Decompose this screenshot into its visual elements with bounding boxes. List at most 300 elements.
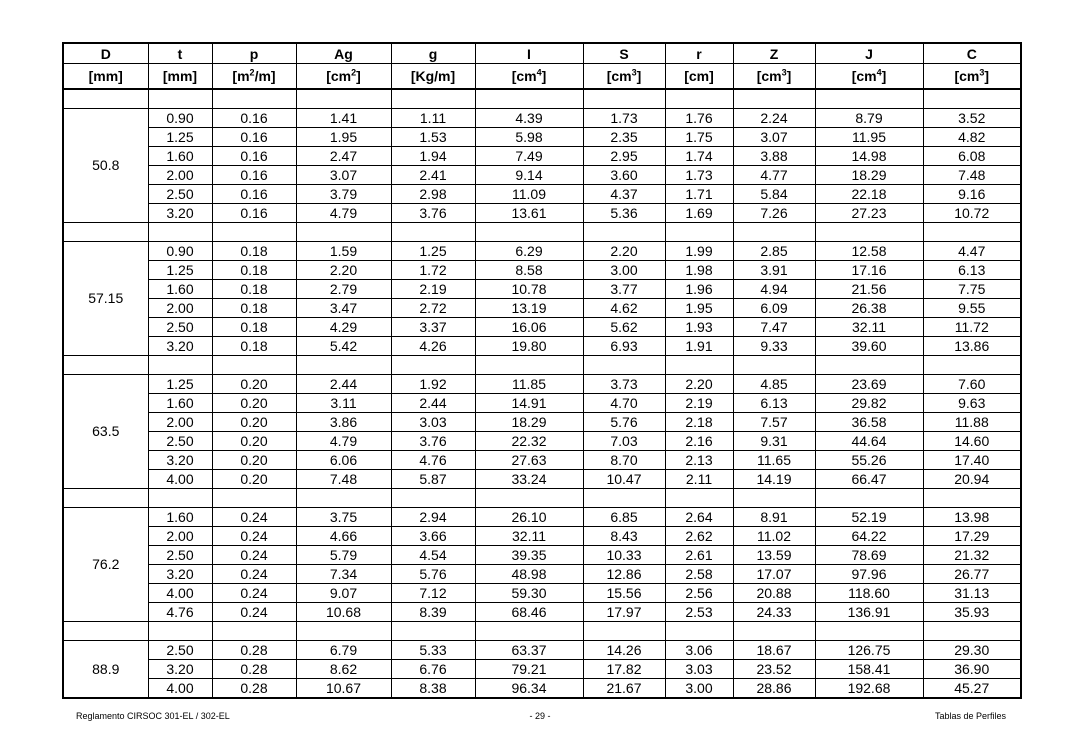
empty-cell bbox=[63, 489, 148, 508]
unit-base: [cm bbox=[511, 68, 537, 84]
value-cell: 3.79 bbox=[296, 185, 391, 204]
value-cell: 27.63 bbox=[475, 451, 583, 470]
column-unit: [mm] bbox=[148, 64, 212, 90]
value-cell: 4.00 bbox=[148, 584, 212, 603]
value-cell: 2.50 bbox=[148, 432, 212, 451]
value-cell: 0.20 bbox=[212, 432, 296, 451]
value-cell: 36.58 bbox=[815, 413, 923, 432]
value-cell: 11.65 bbox=[733, 451, 815, 470]
unit-base: [cm bbox=[756, 68, 782, 84]
value-cell: 0.24 bbox=[212, 603, 296, 622]
value-cell: 3.75 bbox=[296, 508, 391, 527]
empty-cell bbox=[63, 622, 148, 641]
table-row bbox=[63, 299, 1021, 318]
value-cell: 3.20 bbox=[148, 451, 212, 470]
value-cell: 2.35 bbox=[583, 128, 665, 147]
value-cell: 1.71 bbox=[665, 185, 733, 204]
value-cell: 45.27 bbox=[923, 679, 1021, 699]
value-cell: 97.96 bbox=[815, 565, 923, 584]
empty-cell bbox=[583, 622, 665, 641]
value-cell: 14.19 bbox=[733, 470, 815, 489]
table-row bbox=[63, 128, 1021, 147]
value-cell: 4.66 bbox=[296, 527, 391, 546]
column-symbol: g bbox=[391, 43, 475, 64]
empty-cell bbox=[296, 223, 391, 242]
value-cell: 7.03 bbox=[583, 432, 665, 451]
footer-page-number: - 29 - bbox=[529, 711, 551, 721]
value-cell: 11.88 bbox=[923, 413, 1021, 432]
value-cell: 6.13 bbox=[733, 394, 815, 413]
value-cell: 2.95 bbox=[583, 147, 665, 166]
value-cell: 4.85 bbox=[733, 375, 815, 394]
empty-cell bbox=[583, 489, 665, 508]
value-cell: 14.60 bbox=[923, 432, 1021, 451]
value-cell: 48.98 bbox=[475, 565, 583, 584]
value-cell: 17.07 bbox=[733, 565, 815, 584]
value-cell: 3.88 bbox=[733, 147, 815, 166]
value-cell: 1.53 bbox=[391, 128, 475, 147]
value-cell: 24.33 bbox=[733, 603, 815, 622]
footer-regulation: Reglamento CIRSOC 301-EL / 302-EL bbox=[76, 711, 230, 721]
value-cell: 0.24 bbox=[212, 527, 296, 546]
value-cell: 32.11 bbox=[815, 318, 923, 337]
value-cell: 8.62 bbox=[296, 660, 391, 679]
column-unit bbox=[212, 64, 296, 90]
empty-cell bbox=[212, 356, 296, 375]
value-cell: 26.77 bbox=[923, 565, 1021, 584]
empty-cell bbox=[391, 223, 475, 242]
column-unit: [Kg/m] bbox=[391, 64, 475, 90]
column-unit bbox=[923, 64, 1021, 90]
value-cell: 9.31 bbox=[733, 432, 815, 451]
table-row bbox=[63, 242, 1021, 261]
empty-cell bbox=[583, 89, 665, 109]
value-cell: 8.39 bbox=[391, 603, 475, 622]
value-cell: 1.25 bbox=[148, 261, 212, 280]
value-cell: 2.98 bbox=[391, 185, 475, 204]
value-cell: 33.24 bbox=[475, 470, 583, 489]
value-cell: 23.52 bbox=[733, 660, 815, 679]
value-cell: 17.82 bbox=[583, 660, 665, 679]
empty-cell bbox=[148, 622, 212, 641]
value-cell: 22.18 bbox=[815, 185, 923, 204]
unit-base: [m bbox=[232, 68, 250, 84]
profile-table bbox=[62, 42, 1022, 699]
value-cell: 28.86 bbox=[733, 679, 815, 699]
column-unit bbox=[815, 64, 923, 90]
empty-cell bbox=[583, 356, 665, 375]
value-cell: 4.00 bbox=[148, 679, 212, 699]
value-cell: 5.87 bbox=[391, 470, 475, 489]
empty-cell bbox=[296, 89, 391, 109]
empty-cell bbox=[212, 89, 296, 109]
value-cell: 2.85 bbox=[733, 242, 815, 261]
table-row bbox=[63, 432, 1021, 451]
unit-exponent: 4 bbox=[876, 67, 882, 78]
column-unit bbox=[475, 64, 583, 90]
empty-cell bbox=[63, 356, 148, 375]
empty-cell bbox=[665, 223, 733, 242]
value-cell: 21.56 bbox=[815, 280, 923, 299]
value-cell: 5.84 bbox=[733, 185, 815, 204]
value-cell: 4.62 bbox=[583, 299, 665, 318]
unit-tail: ] bbox=[636, 68, 642, 84]
value-cell: 3.20 bbox=[148, 660, 212, 679]
value-cell: 0.18 bbox=[212, 299, 296, 318]
value-cell: 9.16 bbox=[923, 185, 1021, 204]
value-cell: 2.20 bbox=[583, 242, 665, 261]
empty-cell bbox=[148, 89, 212, 109]
value-cell: 9.14 bbox=[475, 166, 583, 185]
table-row bbox=[63, 565, 1021, 584]
value-cell: 4.37 bbox=[583, 185, 665, 204]
value-cell: 1.76 bbox=[665, 109, 733, 128]
value-cell: 2.56 bbox=[665, 584, 733, 603]
value-cell: 8.91 bbox=[733, 508, 815, 527]
column-symbol: r bbox=[665, 43, 733, 64]
empty-cell bbox=[475, 89, 583, 109]
value-cell: 13.98 bbox=[923, 508, 1021, 527]
empty-cell bbox=[391, 356, 475, 375]
unit-base: [cm bbox=[954, 68, 980, 84]
value-cell: 6.08 bbox=[923, 147, 1021, 166]
value-cell: 2.18 bbox=[665, 413, 733, 432]
value-cell: 4.79 bbox=[296, 432, 391, 451]
unit-header-row bbox=[63, 64, 1021, 90]
empty-cell bbox=[923, 356, 1021, 375]
unit-base: [cm bbox=[851, 68, 877, 84]
value-cell: 78.69 bbox=[815, 546, 923, 565]
value-cell: 18.29 bbox=[815, 166, 923, 185]
value-cell: 2.41 bbox=[391, 166, 475, 185]
table-row bbox=[63, 451, 1021, 470]
value-cell: 4.29 bbox=[296, 318, 391, 337]
value-cell: 59.30 bbox=[475, 584, 583, 603]
empty-cell bbox=[63, 89, 148, 109]
value-cell: 3.03 bbox=[665, 660, 733, 679]
column-unit bbox=[733, 64, 815, 90]
empty-cell bbox=[923, 489, 1021, 508]
value-cell: 1.94 bbox=[391, 147, 475, 166]
value-cell: 2.20 bbox=[296, 261, 391, 280]
value-cell: 68.46 bbox=[475, 603, 583, 622]
value-cell: 19.80 bbox=[475, 337, 583, 356]
value-cell: 0.18 bbox=[212, 242, 296, 261]
value-cell: 158.41 bbox=[815, 660, 923, 679]
column-symbol: S bbox=[583, 43, 665, 64]
value-cell: 17.29 bbox=[923, 527, 1021, 546]
group-spacer-row bbox=[63, 489, 1021, 508]
value-cell: 3.00 bbox=[665, 679, 733, 699]
value-cell: 20.88 bbox=[733, 584, 815, 603]
column-unit: [mm] bbox=[63, 64, 148, 90]
value-cell: 4.00 bbox=[148, 470, 212, 489]
value-cell: 4.82 bbox=[923, 128, 1021, 147]
value-cell: 1.93 bbox=[665, 318, 733, 337]
column-symbol: Z bbox=[733, 43, 815, 64]
value-cell: 2.50 bbox=[148, 641, 212, 660]
value-cell: 7.48 bbox=[923, 166, 1021, 185]
empty-cell bbox=[63, 223, 148, 242]
value-cell: 3.66 bbox=[391, 527, 475, 546]
value-cell: 1.73 bbox=[583, 109, 665, 128]
empty-cell bbox=[665, 356, 733, 375]
value-cell: 4.54 bbox=[391, 546, 475, 565]
value-cell: 3.76 bbox=[391, 204, 475, 223]
column-unit bbox=[583, 64, 665, 90]
value-cell: 5.76 bbox=[583, 413, 665, 432]
column-symbol: Ag bbox=[296, 43, 391, 64]
value-cell: 0.24 bbox=[212, 584, 296, 603]
table-row bbox=[63, 261, 1021, 280]
value-cell: 12.86 bbox=[583, 565, 665, 584]
value-cell: 52.19 bbox=[815, 508, 923, 527]
value-cell: 2.50 bbox=[148, 318, 212, 337]
value-cell: 2.13 bbox=[665, 451, 733, 470]
value-cell: 4.47 bbox=[923, 242, 1021, 261]
empty-cell bbox=[815, 356, 923, 375]
value-cell: 4.70 bbox=[583, 394, 665, 413]
unit-exponent: 3 bbox=[781, 67, 787, 78]
value-cell: 3.06 bbox=[665, 641, 733, 660]
value-cell: 1.41 bbox=[296, 109, 391, 128]
value-cell: 0.16 bbox=[212, 185, 296, 204]
column-symbol: D bbox=[63, 43, 148, 64]
value-cell: 22.32 bbox=[475, 432, 583, 451]
column-symbol: I bbox=[475, 43, 583, 64]
unit-exponent: 2 bbox=[351, 67, 357, 78]
column-unit: [cm] bbox=[665, 64, 733, 90]
value-cell: 6.13 bbox=[923, 261, 1021, 280]
value-cell: 3.91 bbox=[733, 261, 815, 280]
value-cell: 7.12 bbox=[391, 584, 475, 603]
value-cell: 9.07 bbox=[296, 584, 391, 603]
value-cell: 18.67 bbox=[733, 641, 815, 660]
value-cell: 0.18 bbox=[212, 318, 296, 337]
unit-tail: ] bbox=[881, 68, 887, 84]
value-cell: 5.33 bbox=[391, 641, 475, 660]
value-cell: 3.03 bbox=[391, 413, 475, 432]
value-cell: 1.74 bbox=[665, 147, 733, 166]
empty-cell bbox=[212, 223, 296, 242]
value-cell: 7.34 bbox=[296, 565, 391, 584]
table-row bbox=[63, 679, 1021, 699]
value-cell: 4.76 bbox=[391, 451, 475, 470]
value-cell: 8.43 bbox=[583, 527, 665, 546]
value-cell: 1.25 bbox=[148, 375, 212, 394]
value-cell: 1.95 bbox=[665, 299, 733, 318]
value-cell: 0.16 bbox=[212, 166, 296, 185]
empty-cell bbox=[733, 489, 815, 508]
value-cell: 0.20 bbox=[212, 470, 296, 489]
value-cell: 2.24 bbox=[733, 109, 815, 128]
value-cell: 2.61 bbox=[665, 546, 733, 565]
value-cell: 6.79 bbox=[296, 641, 391, 660]
value-cell: 96.34 bbox=[475, 679, 583, 699]
value-cell: 10.78 bbox=[475, 280, 583, 299]
value-cell: 3.60 bbox=[583, 166, 665, 185]
value-cell: 20.94 bbox=[923, 470, 1021, 489]
value-cell: 9.55 bbox=[923, 299, 1021, 318]
empty-cell bbox=[148, 223, 212, 242]
value-cell: 3.20 bbox=[148, 565, 212, 584]
value-cell: 11.02 bbox=[733, 527, 815, 546]
empty-cell bbox=[475, 356, 583, 375]
value-cell: 2.16 bbox=[665, 432, 733, 451]
unit-exponent: 3 bbox=[631, 67, 637, 78]
table-row bbox=[63, 318, 1021, 337]
empty-cell bbox=[391, 622, 475, 641]
value-cell: 1.25 bbox=[148, 128, 212, 147]
value-cell: 2.94 bbox=[391, 508, 475, 527]
value-cell: 39.35 bbox=[475, 546, 583, 565]
table-row bbox=[63, 508, 1021, 527]
column-symbol: C bbox=[923, 43, 1021, 64]
value-cell: 0.18 bbox=[212, 280, 296, 299]
group-spacer-row bbox=[63, 622, 1021, 641]
group-spacer-row bbox=[63, 223, 1021, 242]
value-cell: 32.11 bbox=[475, 527, 583, 546]
value-cell: 7.48 bbox=[296, 470, 391, 489]
value-cell: 0.18 bbox=[212, 261, 296, 280]
value-cell: 1.99 bbox=[665, 242, 733, 261]
value-cell: 2.00 bbox=[148, 527, 212, 546]
table-row bbox=[63, 109, 1021, 128]
value-cell: 0.20 bbox=[212, 394, 296, 413]
diameter-cell: 63.5 bbox=[63, 375, 148, 489]
empty-cell bbox=[733, 223, 815, 242]
value-cell: 23.69 bbox=[815, 375, 923, 394]
value-cell: 11.85 bbox=[475, 375, 583, 394]
value-cell: 4.77 bbox=[733, 166, 815, 185]
value-cell: 2.79 bbox=[296, 280, 391, 299]
value-cell: 0.20 bbox=[212, 451, 296, 470]
diameter-cell: 50.8 bbox=[63, 109, 148, 223]
value-cell: 11.09 bbox=[475, 185, 583, 204]
value-cell: 192.68 bbox=[815, 679, 923, 699]
value-cell: 31.13 bbox=[923, 584, 1021, 603]
empty-cell bbox=[815, 89, 923, 109]
table-row bbox=[63, 470, 1021, 489]
value-cell: 13.59 bbox=[733, 546, 815, 565]
value-cell: 2.20 bbox=[665, 375, 733, 394]
value-cell: 2.44 bbox=[296, 375, 391, 394]
empty-cell bbox=[296, 622, 391, 641]
value-cell: 0.24 bbox=[212, 508, 296, 527]
value-cell: 0.18 bbox=[212, 337, 296, 356]
value-cell: 3.07 bbox=[733, 128, 815, 147]
value-cell: 79.21 bbox=[475, 660, 583, 679]
value-cell: 0.16 bbox=[212, 128, 296, 147]
value-cell: 13.19 bbox=[475, 299, 583, 318]
empty-cell bbox=[665, 489, 733, 508]
value-cell: 17.97 bbox=[583, 603, 665, 622]
value-cell: 3.86 bbox=[296, 413, 391, 432]
value-cell: 0.16 bbox=[212, 204, 296, 223]
value-cell: 18.29 bbox=[475, 413, 583, 432]
empty-cell bbox=[475, 489, 583, 508]
value-cell: 2.58 bbox=[665, 565, 733, 584]
value-cell: 3.37 bbox=[391, 318, 475, 337]
diameter-cell: 76.2 bbox=[63, 508, 148, 622]
value-cell: 26.10 bbox=[475, 508, 583, 527]
column-symbol: p bbox=[212, 43, 296, 64]
table-row bbox=[63, 413, 1021, 432]
empty-cell bbox=[475, 223, 583, 242]
empty-cell bbox=[923, 223, 1021, 242]
unit-tail: ] bbox=[541, 68, 547, 84]
value-cell: 10.33 bbox=[583, 546, 665, 565]
value-cell: 7.57 bbox=[733, 413, 815, 432]
value-cell: 0.90 bbox=[148, 109, 212, 128]
value-cell: 3.73 bbox=[583, 375, 665, 394]
value-cell: 1.60 bbox=[148, 147, 212, 166]
value-cell: 3.76 bbox=[391, 432, 475, 451]
value-cell: 64.22 bbox=[815, 527, 923, 546]
value-cell: 1.25 bbox=[391, 242, 475, 261]
value-cell: 44.64 bbox=[815, 432, 923, 451]
empty-cell bbox=[212, 622, 296, 641]
empty-cell bbox=[733, 89, 815, 109]
value-cell: 3.00 bbox=[583, 261, 665, 280]
table-row bbox=[63, 147, 1021, 166]
unit-tail: ] bbox=[356, 68, 361, 84]
value-cell: 55.26 bbox=[815, 451, 923, 470]
value-cell: 1.60 bbox=[148, 280, 212, 299]
value-cell: 126.75 bbox=[815, 641, 923, 660]
value-cell: 5.76 bbox=[391, 565, 475, 584]
value-cell: 1.60 bbox=[148, 394, 212, 413]
value-cell: 15.56 bbox=[583, 584, 665, 603]
value-cell: 0.16 bbox=[212, 147, 296, 166]
value-cell: 2.72 bbox=[391, 299, 475, 318]
value-cell: 3.47 bbox=[296, 299, 391, 318]
value-cell: 1.92 bbox=[391, 375, 475, 394]
value-cell: 11.95 bbox=[815, 128, 923, 147]
value-cell: 2.00 bbox=[148, 299, 212, 318]
table-row bbox=[63, 546, 1021, 565]
unit-tail: ] bbox=[786, 68, 792, 84]
value-cell: 8.79 bbox=[815, 109, 923, 128]
table-row bbox=[63, 641, 1021, 660]
value-cell: 7.60 bbox=[923, 375, 1021, 394]
value-cell: 2.19 bbox=[391, 280, 475, 299]
unit-exponent: 2 bbox=[249, 67, 255, 78]
value-cell: 1.91 bbox=[665, 337, 733, 356]
table-row bbox=[63, 280, 1021, 299]
value-cell: 0.16 bbox=[212, 109, 296, 128]
value-cell: 39.60 bbox=[815, 337, 923, 356]
empty-cell bbox=[391, 89, 475, 109]
empty-cell bbox=[212, 489, 296, 508]
value-cell: 27.23 bbox=[815, 204, 923, 223]
value-cell: 5.62 bbox=[583, 318, 665, 337]
value-cell: 12.58 bbox=[815, 242, 923, 261]
empty-cell bbox=[296, 356, 391, 375]
value-cell: 29.30 bbox=[923, 641, 1021, 660]
value-cell: 11.72 bbox=[923, 318, 1021, 337]
value-cell: 2.53 bbox=[665, 603, 733, 622]
table-row bbox=[63, 394, 1021, 413]
value-cell: 2.00 bbox=[148, 413, 212, 432]
value-cell: 3.20 bbox=[148, 204, 212, 223]
value-cell: 3.52 bbox=[923, 109, 1021, 128]
value-cell: 7.75 bbox=[923, 280, 1021, 299]
table-row bbox=[63, 166, 1021, 185]
empty-cell bbox=[665, 89, 733, 109]
value-cell: 6.09 bbox=[733, 299, 815, 318]
value-cell: 21.32 bbox=[923, 546, 1021, 565]
